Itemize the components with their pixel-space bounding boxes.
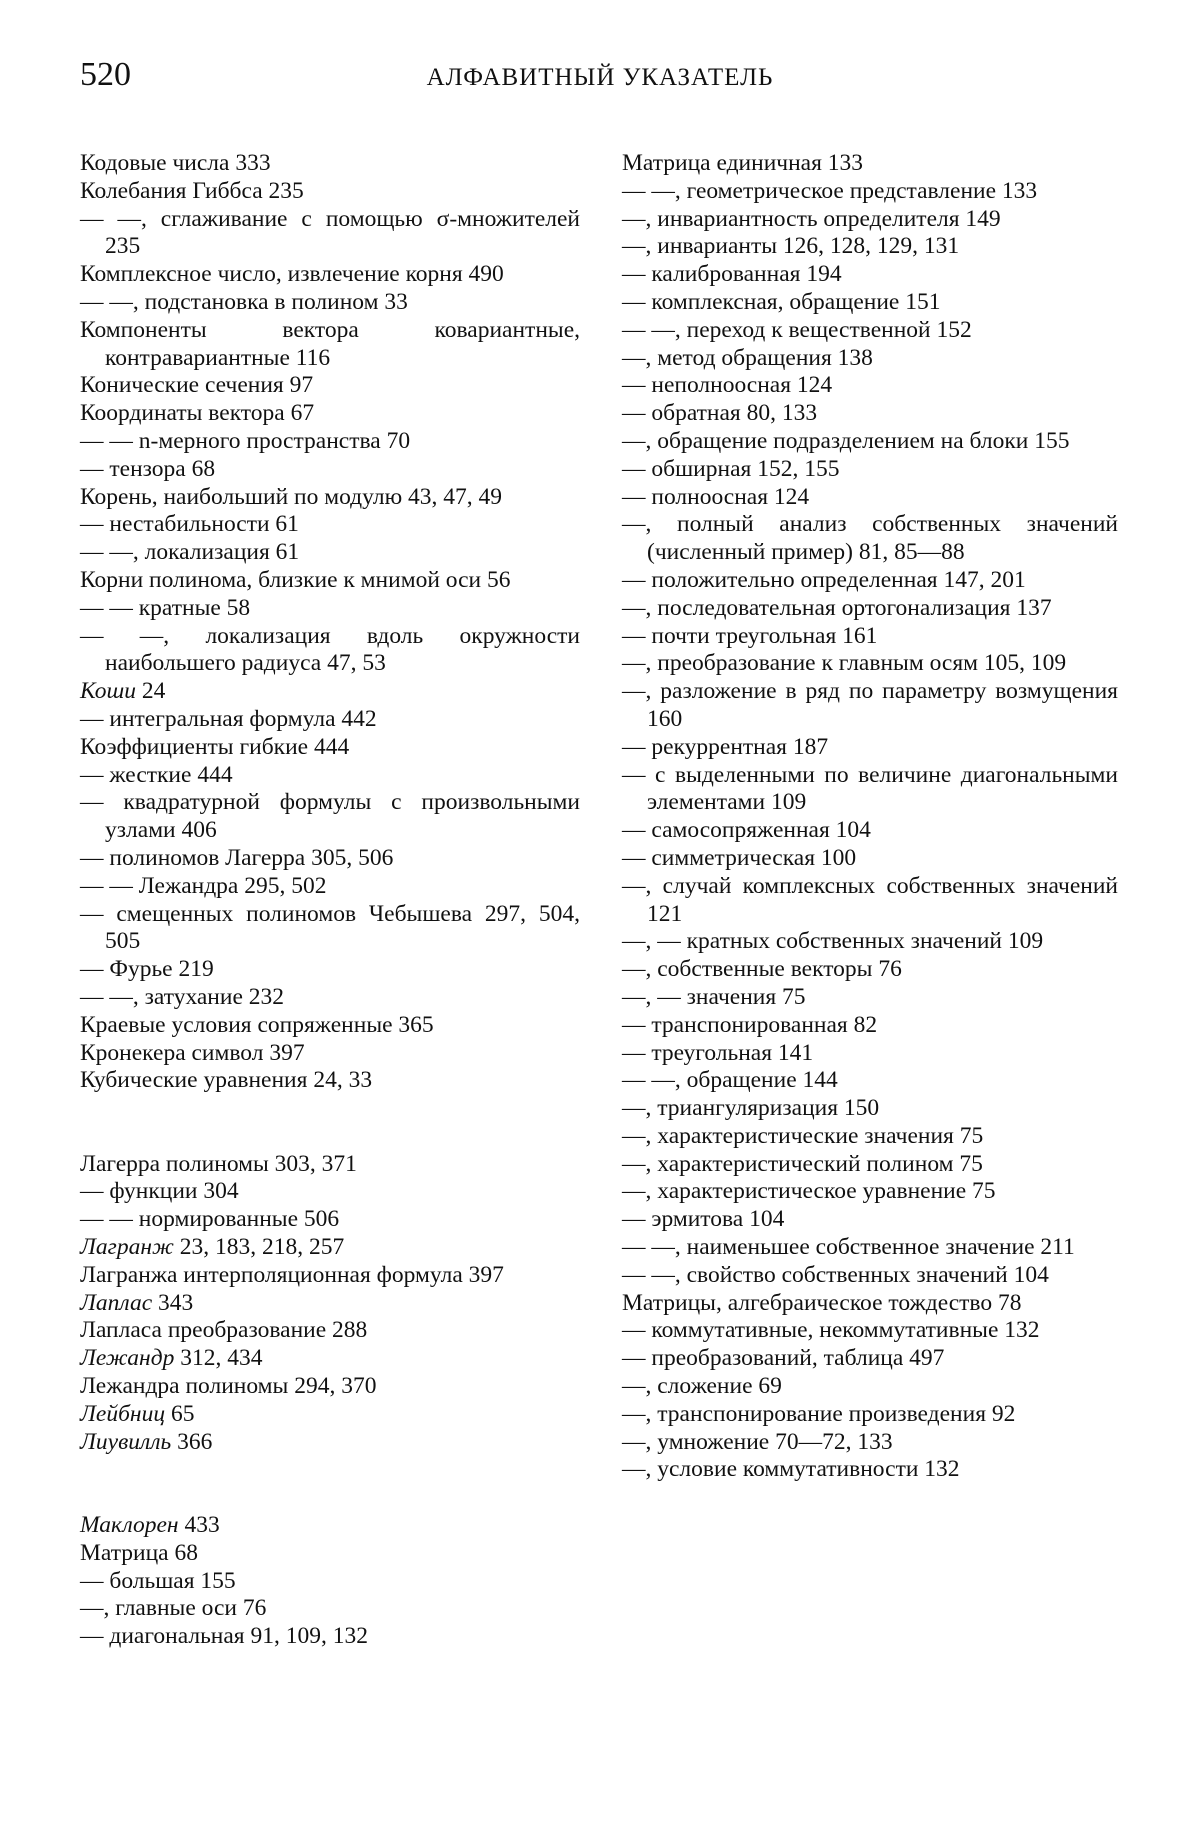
index-entry: — самосопряженная 104 bbox=[622, 817, 1118, 845]
index-entry: — калиброванная 194 bbox=[622, 261, 1118, 289]
index-entry-pages: 24 bbox=[136, 678, 165, 704]
index-entry: —, — кратных собственных значений 109 bbox=[622, 928, 1118, 956]
index-entry: —, характеристический полином 75 bbox=[622, 1151, 1118, 1179]
index-column-left bbox=[80, 150, 580, 1651]
index-entry: — —, подстановка в полином 33 bbox=[80, 289, 580, 317]
index-entry-pages: 366 bbox=[171, 1429, 212, 1455]
index-entry: —, последовательная ортогонализация 137 bbox=[622, 595, 1118, 623]
index-entry: — диагональная 91, 109, 132 bbox=[80, 1623, 580, 1651]
index-entry-name: Лаплас bbox=[80, 1290, 152, 1316]
index-entry: — —, переход к вещественной 152 bbox=[622, 317, 1118, 345]
index-entry: —, — значения 75 bbox=[622, 984, 1118, 1012]
index-entry: — почти треугольная 161 bbox=[622, 623, 1118, 651]
index-entry: — обширная 152, 155 bbox=[622, 456, 1118, 484]
index-entry: Матрица единичная 133 bbox=[622, 150, 1118, 178]
index-entry: —, умножение 70—72, 133 bbox=[622, 1429, 1118, 1457]
index-entry: Кронекера символ 397 bbox=[80, 1040, 580, 1068]
index-entry: Лагранжа интерполяционная формула 397 bbox=[80, 1262, 580, 1290]
index-entry: — —, сглаживание с помощью σ-множителей 235 bbox=[80, 206, 580, 262]
index-entry: — —, свойство собственных значений 104 bbox=[622, 1262, 1118, 1290]
index-entry bbox=[80, 1429, 580, 1457]
index-entry: — коммутативные, некоммутативные 132 bbox=[622, 1317, 1118, 1345]
index-entry: — неполноосная 124 bbox=[622, 372, 1118, 400]
index-entry: — преобразований, таблица 497 bbox=[622, 1345, 1118, 1373]
index-entry-name: Лейбниц bbox=[80, 1401, 165, 1427]
index-entry: —, транспонирование произведения 92 bbox=[622, 1401, 1118, 1429]
index-entry: — функции 304 bbox=[80, 1178, 580, 1206]
index-entry: Корни полинома, близкие к мнимой оси 56 bbox=[80, 567, 580, 595]
index-entry bbox=[80, 1401, 580, 1429]
index-entry: — —, наименьшее собственное значение 211 bbox=[622, 1234, 1118, 1262]
index-entry: Матрица 68 bbox=[80, 1540, 580, 1568]
index-entry: — — n-мерного пространства 70 bbox=[80, 428, 580, 456]
index-entry: — —, локализация вдоль окружности наибольшего радиуса 47, 53 bbox=[80, 623, 580, 679]
index-entry: — транспонированная 82 bbox=[622, 1012, 1118, 1040]
index-entry-name: Маклорен bbox=[80, 1512, 179, 1538]
index-entry: Компоненты вектора ковариантные, контравариантные 116 bbox=[80, 317, 580, 373]
index-entry: — с выделенными по величине диагональными элементами 109 bbox=[622, 762, 1118, 818]
index-entry: —, обращение подразделением на блоки 155 bbox=[622, 428, 1118, 456]
index-entry-pages: 433 bbox=[179, 1512, 220, 1538]
index-entry: — квадратурной формулы с произвольными узлами 406 bbox=[80, 789, 580, 845]
index-entry: —, инвариантность определителя 149 bbox=[622, 206, 1118, 234]
index-entry: Координаты вектора 67 bbox=[80, 400, 580, 428]
index-entry bbox=[80, 1512, 580, 1540]
index-entry: — большая 155 bbox=[80, 1568, 580, 1596]
page-number: 520 bbox=[80, 56, 131, 94]
index-entry-pages: 312, 434 bbox=[174, 1345, 262, 1371]
index-entry: —, случай комплексных собственных значений 121 bbox=[622, 873, 1118, 929]
index-entry: Лежандра полиномы 294, 370 bbox=[80, 1373, 580, 1401]
index-entry: — —, затухание 232 bbox=[80, 984, 580, 1012]
index-entry: Коэффициенты гибкие 444 bbox=[80, 734, 580, 762]
index-entry: — —, геометрическое представление 133 bbox=[622, 178, 1118, 206]
index-entry: — нестабильности 61 bbox=[80, 511, 580, 539]
index-entry: —, метод обращения 138 bbox=[622, 345, 1118, 373]
index-entry: Матрицы, алгебраическое тождество 78 bbox=[622, 1290, 1118, 1318]
index-entry: Лапласа преобразование 288 bbox=[80, 1317, 580, 1345]
index-entry-name: Коши bbox=[80, 678, 136, 704]
index-entry: —, преобразование к главным осям 105, 109 bbox=[622, 650, 1118, 678]
index-entry-name: Лиувилль bbox=[80, 1429, 171, 1455]
index-entry: —, инварианты 126, 128, 129, 131 bbox=[622, 233, 1118, 261]
index-entry: —, главные оси 76 bbox=[80, 1595, 580, 1623]
index-entry: Краевые условия сопряженные 365 bbox=[80, 1012, 580, 1040]
index-column-right bbox=[622, 150, 1118, 1484]
index-entry: — — кратные 58 bbox=[80, 595, 580, 623]
index-entry: — комплексная, обращение 151 bbox=[622, 289, 1118, 317]
index-entry bbox=[80, 678, 580, 706]
index-entry: — —, обращение 144 bbox=[622, 1067, 1118, 1095]
index-entry-name: Лагранж bbox=[80, 1234, 174, 1260]
index-entry: —, триангуляризация 150 bbox=[622, 1095, 1118, 1123]
index-entry: — полиномов Лагерра 305, 506 bbox=[80, 845, 580, 873]
index-entry: — Фурье 219 bbox=[80, 956, 580, 984]
index-entry: Кодовые числа 333 bbox=[80, 150, 580, 178]
index-entry: — тензора 68 bbox=[80, 456, 580, 484]
index-entry: — — Лежандра 295, 502 bbox=[80, 873, 580, 901]
index-entry: — треугольная 141 bbox=[622, 1040, 1118, 1068]
index-entry: —, полный анализ собственных значений (численный пример) 81, 85—88 bbox=[622, 511, 1118, 567]
index-entry: — — нормированные 506 bbox=[80, 1206, 580, 1234]
index-entry-pages: 65 bbox=[165, 1401, 194, 1427]
index-entry: —, условие коммутативности 132 bbox=[622, 1456, 1118, 1484]
index-entry: — обратная 80, 133 bbox=[622, 400, 1118, 428]
index-entry: —, сложение 69 bbox=[622, 1373, 1118, 1401]
index-entry bbox=[80, 1290, 580, 1318]
index-entry: —, характеристическое уравнение 75 bbox=[622, 1178, 1118, 1206]
index-entry: Конические сечения 97 bbox=[80, 372, 580, 400]
index-entry: — положительно определенная 147, 201 bbox=[622, 567, 1118, 595]
index-entry-name: Лежандр bbox=[80, 1345, 174, 1371]
index-entry: — симметрическая 100 bbox=[622, 845, 1118, 873]
index-entry: Корень, наибольший по модулю 43, 47, 49 bbox=[80, 484, 580, 512]
index-entry-pages: 23, 183, 218, 257 bbox=[174, 1234, 344, 1260]
index-entry bbox=[80, 1345, 580, 1373]
index-entry: Лагерра полиномы 303, 371 bbox=[80, 1151, 580, 1179]
running-title: АЛФАВИТНЫЙ УКАЗАТЕЛЬ bbox=[0, 64, 1200, 92]
index-entry: — —, локализация 61 bbox=[80, 539, 580, 567]
index-entry: Колебания Гиббса 235 bbox=[80, 178, 580, 206]
index-entry-pages: 343 bbox=[152, 1290, 193, 1316]
index-entry: Кубические уравнения 24, 33 bbox=[80, 1067, 580, 1095]
index-entry: —, характеристические значения 75 bbox=[622, 1123, 1118, 1151]
index-entry: — смещенных полиномов Чебышева 297, 504, 505 bbox=[80, 901, 580, 957]
index-entry: —, разложение в ряд по параметру возмущения 160 bbox=[622, 678, 1118, 734]
index-entry: — жесткие 444 bbox=[80, 762, 580, 790]
index-entry: — полноосная 124 bbox=[622, 484, 1118, 512]
index-entry: — эрмитова 104 bbox=[622, 1206, 1118, 1234]
index-entry: —, собственные векторы 76 bbox=[622, 956, 1118, 984]
index-entry: — рекуррентная 187 bbox=[622, 734, 1118, 762]
index-entry: — интегральная формула 442 bbox=[80, 706, 580, 734]
index-entry bbox=[80, 1234, 580, 1262]
index-entry: Комплексное число, извлечение корня 490 bbox=[80, 261, 580, 289]
